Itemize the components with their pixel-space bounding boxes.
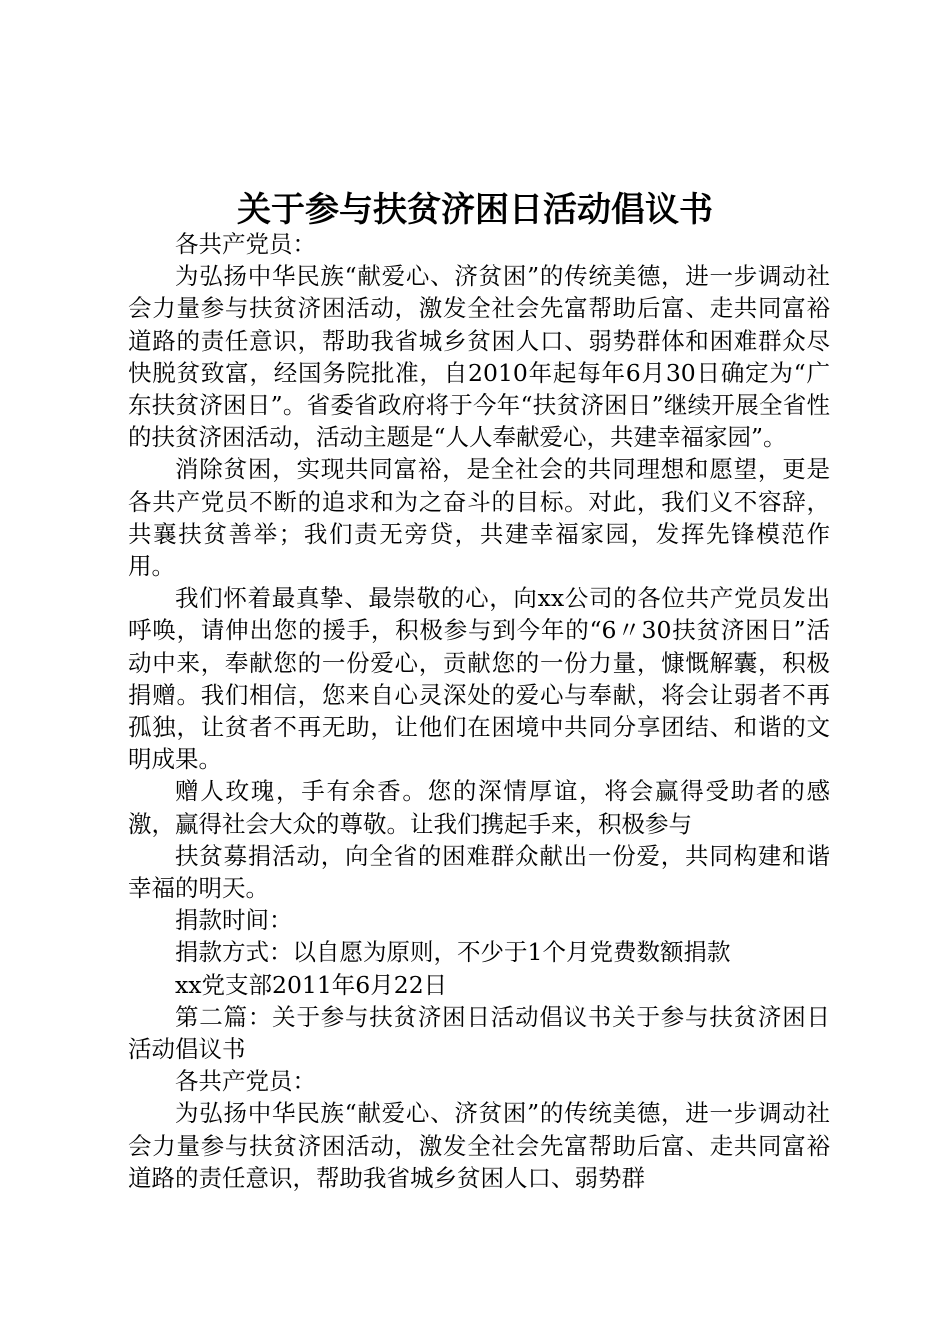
donation-method: 捐款方式：以自愿为原则，不少于1个月党费数额捐款 [175,938,731,967]
salutation: 各共产党员： [175,230,316,258]
signature-date: xx党支部2011年6月22日 [175,970,448,999]
document-body [128,228,830,1194]
document-title: 关于参与扶贫济困日活动倡议书 [237,190,713,230]
paragraph: 赠人玫瑰，手有余香。您的深情厚谊，将会赢得受助者的感激，赢得社会大众的尊敬。让我们携起手来，积极参与 [128,777,830,838]
paragraph: 我们怀着最真挚、最崇敬的心，向xx公司的各位共产党员发出呼唤，请伸出您的援手，积极参与到今年的“6〃30扶贫济困日”活动中来，奉献您的一份爱心，贡献您的一份力量，慷慨解囊，积极捐赠。我们相信，您来自心灵深处的爱心与奉献，将会让弱者不再孤独，让贫者不再无助，让他们在困境中共同分享团结、和谐的文明成果。 [128,584,830,774]
paragraph: 为弘扬中华民族“献爱心、济贫困”的传统美德，进一步调动社会力量参与扶贫济困活动，激发全社会先富帮助后富、走共同富裕道路的责任意识，帮助我省城乡贫困人口、弱势群体和困难群众尽快脱贫致富，经国务院批准，自2010年起每年6月30日确定为“广东扶贫济困日”。省委省政府将于今年“扶贫济困日”继续开展全省性的扶贫济困活动，活动主题是“人人奉献爱心，共建幸福家园”。 [128,262,830,452]
paragraph: 扶贫募捐活动，向全省的困难群众献出一份爱，共同构建和谐幸福的明天。 [128,841,830,903]
paragraph: 为弘扬中华民族“献爱心、济贫困”的传统美德，进一步调动社会力量参与扶贫济困活动，激发全社会先富帮助后富、走共同富裕道路的责任意识，帮助我省城乡贫困人口、弱势群 [128,1099,830,1192]
paragraph: 消除贫困，实现共同富裕，是全社会的共同理想和愿望，更是各共产党员不断的追求和为之奋斗的目标。对此，我们义不容辞，共襄扶贫善举；我们责无旁贷，共建幸福家园，发挥先锋模范作用。 [128,455,830,581]
salutation: 各共产党员： [175,1067,316,1096]
donation-time: 捐款时间： [175,906,293,935]
second-part-heading: 第二篇：关于参与扶贫济困日活动倡议书关于参与扶贫济困日活动倡议书 [128,1002,830,1064]
